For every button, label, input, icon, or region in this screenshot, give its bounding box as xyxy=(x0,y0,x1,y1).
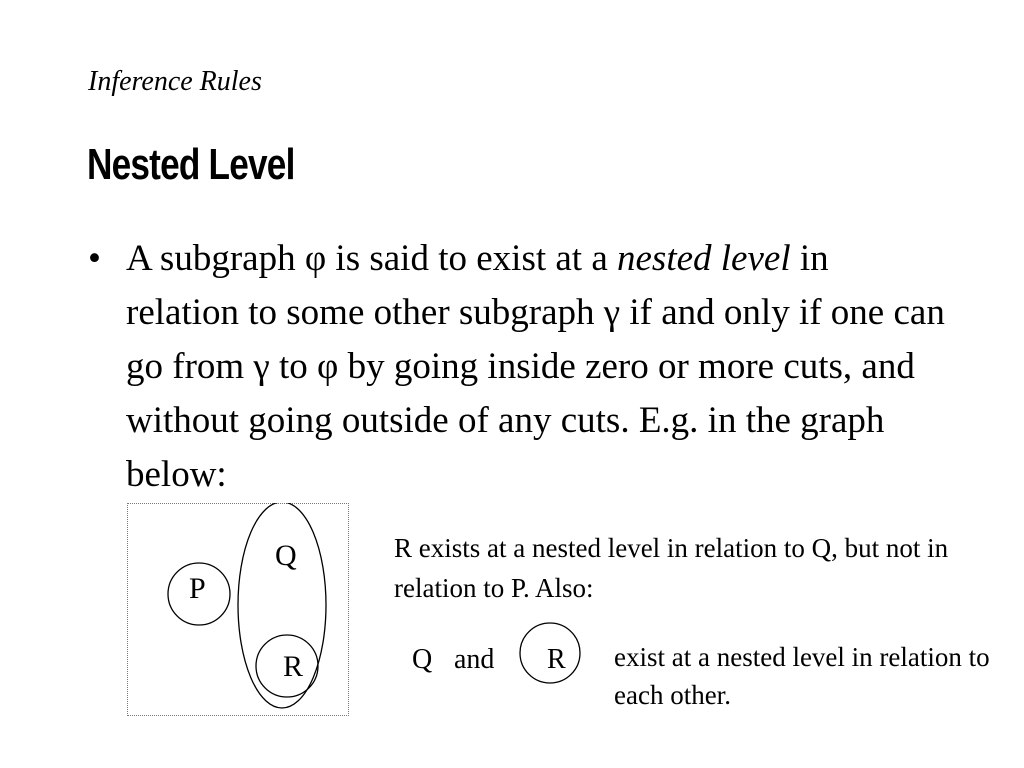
section-label: Inference Rules xyxy=(88,66,262,97)
example-q: Q xyxy=(412,644,433,675)
bullet-text-part2: in relation to some other subgraph γ if and only if one can go from γ to φ by going inside zero or more cuts, and without going outside of any cuts. E.g. in the graph below: xyxy=(126,238,945,495)
example-r: R xyxy=(547,644,566,675)
bullet-marker: • xyxy=(88,238,101,279)
bullet-point xyxy=(88,232,948,502)
graph-label-r: R xyxy=(283,650,304,683)
note-each-other: exist at a nested level in relation to each other. xyxy=(614,642,990,710)
bullet-text xyxy=(126,232,948,502)
note-r-nested: R exists at a nested level in relation to Q, but not in relation to P. Also: xyxy=(394,533,949,603)
slide-title: Nested Level xyxy=(87,140,295,189)
graph-cuts xyxy=(127,503,349,716)
example-and: and xyxy=(454,644,495,675)
bullet-emphasis: nested level xyxy=(617,238,791,279)
bullet-text-part1: A subgraph φ is said to exist at a xyxy=(126,238,617,279)
graph-label-q: Q xyxy=(275,539,297,572)
cut-around-q-r xyxy=(238,503,326,708)
graph-label-p: P xyxy=(189,572,206,605)
